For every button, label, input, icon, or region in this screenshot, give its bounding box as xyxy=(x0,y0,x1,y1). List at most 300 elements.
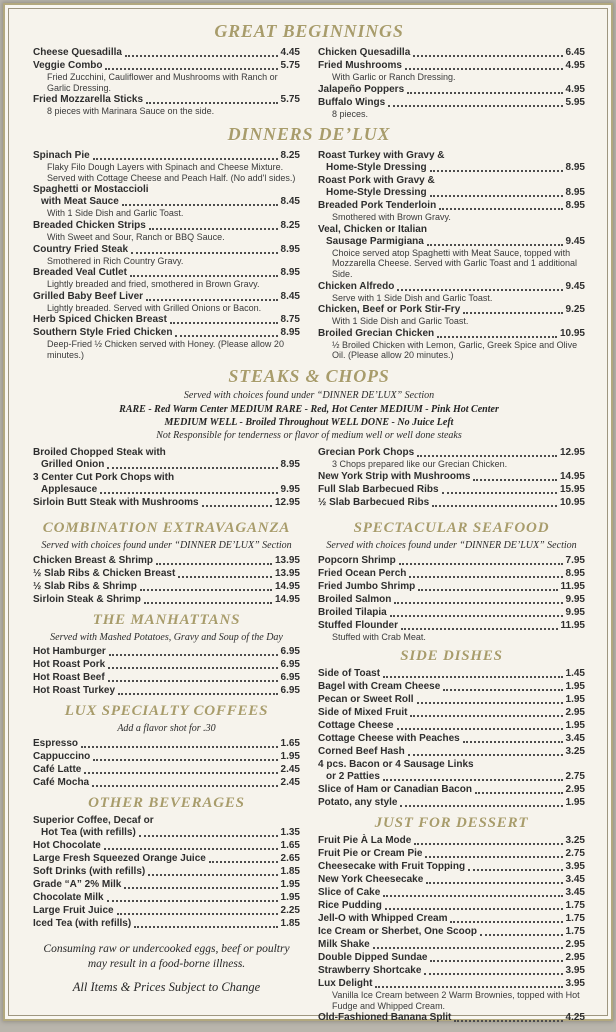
section-combination-extravaganza xyxy=(33,520,300,606)
dotted-leader xyxy=(425,856,562,858)
section-great-beginnings xyxy=(33,21,585,120)
menu-item-name: Old-Fashioned Banana Split xyxy=(318,1012,452,1024)
menu-item-name: Chicken Quesadilla xyxy=(318,47,411,58)
menu-item-row xyxy=(33,150,300,162)
dotted-leader xyxy=(413,55,562,57)
menu-item-price: 6.95 xyxy=(280,659,300,671)
menu-item-price: 2.95 xyxy=(565,939,585,951)
menu-item-price: 3.45 xyxy=(565,733,585,745)
dotted-leader xyxy=(108,667,277,669)
health-disclaimer: Consuming raw or undercooked eggs, beef or poultry may result in a food-borne illness. xyxy=(43,942,290,970)
menu-item-name: Ice Cream or Sherbet, One Scoop xyxy=(318,926,477,938)
menu-item-row xyxy=(318,60,585,72)
menu-item-name: Buffalo Wings xyxy=(318,96,386,108)
menu-item-price: 6.95 xyxy=(280,685,300,697)
menu-item-row xyxy=(33,751,300,763)
menu-item xyxy=(33,267,300,290)
menu-item-name: Hot Roast Beef xyxy=(33,672,105,684)
menu-item-row xyxy=(33,777,300,789)
menu-item xyxy=(318,900,585,912)
menu-item-name: Sirloin Butt Steak with Mushrooms xyxy=(33,497,199,509)
menu-item-name: New York Cheesecake xyxy=(318,874,424,886)
menu-item-row xyxy=(318,304,585,316)
menu-item-price: 8.95 xyxy=(565,162,585,174)
menu-item xyxy=(33,94,300,117)
menu-item-description: With 1 Side Dish and Garlic Toast. xyxy=(332,316,469,327)
menu-item-name-line1: Veal, Chicken or Italian xyxy=(318,223,427,235)
menu-item-name-line1: Spaghetti or Mostaccioli xyxy=(33,184,149,196)
menu-item-row xyxy=(318,497,585,509)
menu-item xyxy=(33,568,300,580)
menu-item-row xyxy=(33,459,300,471)
menu-item xyxy=(318,707,585,719)
dotted-leader xyxy=(463,312,562,314)
menu-item-price: 9.95 xyxy=(565,606,585,618)
dotted-leader xyxy=(202,505,272,507)
menu-item xyxy=(318,978,585,1011)
menu-item-description: Fried Zucchini, Cauliflower and Mushrooms with Ranch or Garlic Dressing. xyxy=(47,72,278,93)
great-beginnings-left-list xyxy=(33,47,300,120)
menu-item-price: 1.95 xyxy=(565,694,585,706)
dotted-leader xyxy=(149,228,278,230)
menu-item-row xyxy=(33,827,300,839)
menu-item-row xyxy=(318,200,585,212)
menu-item xyxy=(318,328,585,361)
manhattans-intro: Served with Mashed Potatoes, Gravy and Soup of the Day xyxy=(50,631,283,643)
menu-item-name: Rice Pudding xyxy=(318,900,382,912)
menu-item xyxy=(33,314,300,326)
coffees-intro: Add a flavor shot for .30 xyxy=(117,723,216,735)
dotted-leader xyxy=(480,934,563,936)
menu-item-row xyxy=(318,594,585,606)
menu-item-name: Iced Tea (with refills) xyxy=(33,917,132,929)
menu-item-price: 8.95 xyxy=(280,243,300,255)
menu-item xyxy=(33,840,300,852)
menu-item-row xyxy=(33,244,300,256)
dotted-leader xyxy=(124,887,277,889)
menu-item xyxy=(318,581,585,593)
menu-item-row xyxy=(318,926,585,938)
section-other-beverages xyxy=(33,795,300,930)
section-title-combination: COMBINATION EXTRAVAGANZA xyxy=(42,520,291,537)
menu-item-row xyxy=(33,738,300,750)
dotted-leader xyxy=(414,843,562,845)
menu-item-row xyxy=(33,853,300,865)
menu-item-price: 2.95 xyxy=(565,952,585,964)
menu-item-row xyxy=(318,620,585,632)
menu-item xyxy=(318,175,585,199)
menu-item-description: 8 pieces with Marinara Sauce on the side. xyxy=(47,106,215,117)
menu-item-price: 12.95 xyxy=(559,447,585,459)
dotted-leader xyxy=(93,759,277,761)
menu-item xyxy=(318,1012,585,1024)
menu-item xyxy=(33,244,300,267)
menu-item-name: Grilled Baby Beef Liver xyxy=(33,290,144,302)
menu-item xyxy=(318,965,585,977)
menu-item-name: Hot Roast Pork xyxy=(33,659,106,671)
section-lux-specialty-coffees xyxy=(33,703,300,789)
menu-item-row xyxy=(33,314,300,326)
menu-item-name: Fried Ocean Perch xyxy=(318,567,407,579)
menu-item xyxy=(33,646,300,658)
menu-item-description: With Sweet and Sour, Ranch or BBQ Sauce. xyxy=(47,232,225,243)
menu-item xyxy=(318,447,585,470)
dotted-leader xyxy=(409,576,562,578)
dotted-leader xyxy=(399,563,563,565)
menu-item-row xyxy=(318,162,585,174)
menu-item-row xyxy=(318,97,585,109)
menu-item xyxy=(318,784,585,796)
menu-item-price: 1.95 xyxy=(280,878,300,890)
dinners-delux-right-list xyxy=(318,150,585,362)
dotted-leader xyxy=(407,92,562,94)
menu-item-name: Broiled Grecian Chicken xyxy=(318,327,435,339)
menu-item-row xyxy=(33,918,300,930)
section-title-seafood: SPECTACULAR SEAFOOD xyxy=(353,520,550,537)
menu-item-price: 4.95 xyxy=(565,83,585,95)
menu-item-description: 3 Chops prepared like our Grecian Chicken. xyxy=(332,459,508,470)
menu-item xyxy=(33,447,300,471)
dotted-leader xyxy=(131,252,278,254)
menu-item xyxy=(318,594,585,606)
menu-item xyxy=(318,874,585,886)
menu-item-name: Herb Spiced Chicken Breast xyxy=(33,314,167,326)
menu-item-name: Sausage Parmigiana xyxy=(326,235,424,247)
menu-item-row xyxy=(33,60,300,72)
dotted-leader xyxy=(443,689,562,691)
menu-item xyxy=(33,738,300,750)
dinners-delux-left-list xyxy=(33,150,300,362)
menu-item-price: 11.95 xyxy=(560,580,585,592)
menu-item-name: Cottage Cheese with Peaches xyxy=(318,733,460,745)
menu-item-description: Flaky Filo Dough Layers with Spinach and Cheese Mixture. Served with Cottage Cheese and Peach Half. (No add'l sides.) xyxy=(47,162,296,183)
menu-item xyxy=(33,472,300,496)
dotted-leader xyxy=(109,654,278,656)
menu-item-name: Café Mocha xyxy=(33,776,90,788)
menu-item-name: Sirloin Steak & Shrimp xyxy=(33,593,141,605)
menu-item-price: 14.95 xyxy=(559,470,585,482)
menu-item-name: ½ Slab Ribs & Chicken Breast xyxy=(33,567,176,579)
menu-item-row xyxy=(318,848,585,860)
menu-item xyxy=(318,913,585,925)
menu-item-row xyxy=(318,84,585,96)
menu-item xyxy=(33,866,300,878)
menu-item-description: ½ Broiled Chicken with Lemon, Garlic, Greek Spice and Olive Oil. (Please allow 20 minutes.) xyxy=(332,339,578,361)
menu-item-price: 2.45 xyxy=(280,763,300,775)
menu-item xyxy=(318,555,585,567)
menu-item xyxy=(33,594,300,606)
menu-item-row xyxy=(318,484,585,496)
section-steaks-chops xyxy=(33,366,585,510)
menu-item-price: 9.95 xyxy=(565,593,585,605)
menu-item-price: 1.75 xyxy=(565,913,585,925)
menu-item-price: 8.75 xyxy=(280,314,300,326)
dotted-leader xyxy=(430,170,563,172)
menu-item-name: Grilled Onion xyxy=(41,459,105,471)
menu-item xyxy=(318,759,585,783)
menu-item-name: Jell-O with Whipped Cream xyxy=(318,913,448,925)
menu-item-name: Hot Tea (with refills) xyxy=(41,826,136,838)
dotted-leader xyxy=(146,102,277,104)
menu-item xyxy=(33,60,300,93)
menu-item-name: Hot Chocolate xyxy=(33,839,101,851)
menu-item xyxy=(33,150,300,183)
bottom-right-column xyxy=(318,514,585,1028)
menu-item-name: Jalapeño Poppers xyxy=(318,83,405,95)
menu-item-description: Smothered in Rich Country Gravy. xyxy=(47,255,184,266)
menu-item-price: 5.75 xyxy=(280,94,300,106)
menu-item xyxy=(33,581,300,593)
menu-item-description: Lightly breaded. Served with Grilled Onions or Bacon. xyxy=(47,302,262,313)
menu-item-price: 3.45 xyxy=(565,887,585,899)
menu-item xyxy=(318,668,585,680)
menu-item-name: Slice of Ham or Canadian Bacon xyxy=(318,784,472,796)
menu-item-row xyxy=(33,840,300,852)
menu-item-row xyxy=(318,900,585,912)
menu-item-price: 15.95 xyxy=(559,483,585,495)
steaks-doneness-line2: MEDIUM WELL - Broiled Throughout WELL DONE - No Juice Left xyxy=(164,417,454,429)
menu-item-price: 1.45 xyxy=(565,668,585,680)
dotted-leader xyxy=(405,68,563,70)
menu-item-name: Soft Drinks (with refills) xyxy=(33,865,146,877)
section-title-dinners-delux: DINNERS DE’LUX xyxy=(227,124,391,145)
menu-item xyxy=(318,471,585,483)
menu-item-price: 1.95 xyxy=(565,797,585,809)
menu-item-name: Large Fresh Squeezed Orange Juice xyxy=(33,852,206,864)
menu-item xyxy=(318,694,585,706)
menu-item-row xyxy=(33,685,300,697)
dotted-leader xyxy=(430,960,562,962)
menu-item-price: 2.45 xyxy=(280,776,300,788)
menu-item-price: 2.75 xyxy=(565,771,585,783)
dotted-leader xyxy=(432,505,557,507)
dotted-leader xyxy=(140,589,272,591)
menu-item-price: 9.25 xyxy=(565,304,585,316)
menu-item-name: Full Slab Barbecued Ribs xyxy=(318,483,439,495)
menu-item-description: Vanilla Ice Cream between 2 Warm Brownies, topped with Hot Fudge and Whipped Cream. xyxy=(332,990,580,1011)
menu-item-name: Hot Hamburger xyxy=(33,646,106,658)
dotted-leader xyxy=(410,715,562,717)
menu-item-name: Cheese Quesadilla xyxy=(33,47,122,58)
menu-item-price: 1.75 xyxy=(565,926,585,938)
menu-item xyxy=(318,497,585,509)
menu-item xyxy=(33,659,300,671)
menu-page xyxy=(8,8,608,1024)
menu-item xyxy=(33,685,300,697)
menu-item-name-line1: Roast Pork with Gravy & xyxy=(318,175,435,187)
menu-item xyxy=(318,797,585,809)
menu-item xyxy=(33,291,300,314)
menu-item-row xyxy=(318,733,585,745)
section-side-dishes xyxy=(318,648,585,809)
dotted-leader xyxy=(146,299,277,301)
menu-item xyxy=(318,150,585,174)
menu-item-description: With Garlic or Ranch Dressing. xyxy=(332,72,456,82)
dotted-leader xyxy=(475,792,563,794)
menu-item-row xyxy=(33,892,300,904)
dotted-leader xyxy=(375,986,562,988)
steaks-left-list xyxy=(33,447,300,510)
menu-item-row xyxy=(318,236,585,248)
dotted-leader xyxy=(92,785,277,787)
menu-item-name: with Meat Sauce xyxy=(41,196,119,208)
menu-item-row xyxy=(33,484,300,496)
menu-item xyxy=(318,224,585,280)
menu-item-row xyxy=(33,764,300,776)
menu-item-name-line1: 4 pcs. Bacon or 4 Sausage Links xyxy=(318,759,474,771)
menu-item xyxy=(33,327,300,360)
dotted-leader xyxy=(105,68,277,70)
menu-item-description: Serve with 1 Side Dish and Garlic Toast. xyxy=(332,292,493,303)
menu-item xyxy=(33,777,300,789)
menu-item-price: 8.95 xyxy=(280,459,300,471)
menu-item-row xyxy=(33,291,300,303)
menu-item-row xyxy=(318,707,585,719)
menu-item-name: Applesauce xyxy=(41,484,98,496)
menu-item-price: 8.45 xyxy=(280,290,300,302)
menu-item-name: New York Strip with Mushrooms xyxy=(318,470,471,482)
menu-item-price: 4.95 xyxy=(565,60,585,71)
menu-item-row xyxy=(318,835,585,847)
menu-item-price: 1.85 xyxy=(280,865,300,877)
menu-item-price: 14.95 xyxy=(274,580,300,592)
menu-item-name: Fried Mozzarella Sticks xyxy=(33,94,144,106)
menu-item-description: Smothered with Brown Gravy. xyxy=(332,212,451,223)
dotted-leader xyxy=(454,1020,562,1022)
menu-item xyxy=(33,815,300,839)
dotted-leader xyxy=(122,204,278,206)
menu-item xyxy=(318,939,585,951)
dotted-leader xyxy=(401,628,558,630)
menu-item-name: Hot Roast Turkey xyxy=(33,685,116,697)
dotted-leader xyxy=(439,208,562,210)
menu-item xyxy=(318,607,585,619)
section-title-beverages: OTHER BEVERAGES xyxy=(88,794,245,811)
menu-item-price: 2.95 xyxy=(565,707,585,719)
bottom-columns xyxy=(33,514,585,1028)
menu-item-name: Grade “A” 2% Milk xyxy=(33,878,122,890)
dotted-leader xyxy=(175,335,277,337)
menu-item-price: 6.45 xyxy=(565,47,585,58)
dotted-leader xyxy=(397,289,562,291)
sides-list xyxy=(318,668,585,809)
menu-item-row xyxy=(33,196,300,208)
dotted-leader xyxy=(107,467,277,469)
menu-item xyxy=(33,905,300,917)
menu-item-price: 2.25 xyxy=(280,904,300,916)
menu-item-row xyxy=(33,47,300,59)
menu-item-name: Fruit Pie À La Mode xyxy=(318,835,412,847)
dotted-leader xyxy=(430,195,563,197)
dotted-leader xyxy=(383,895,562,897)
menu-item-name: Broiled Tilapia xyxy=(318,606,387,618)
dotted-leader xyxy=(427,244,563,246)
menu-item xyxy=(33,220,300,243)
dotted-leader xyxy=(437,336,557,338)
menu-item-description: Choice served atop Spaghetti with Meat Sauce, topped with Mozzarella Cheese. Served with Garlic Toast and 1 additional Side. xyxy=(332,247,577,280)
menu-item-price: 1.95 xyxy=(565,681,585,693)
menu-item-row xyxy=(33,866,300,878)
menu-item-name: Veggie Combo xyxy=(33,60,103,71)
menu-item-price: 3.95 xyxy=(565,861,585,873)
menu-item-name-line1: Broiled Chopped Steak with xyxy=(33,447,166,459)
menu-item xyxy=(33,879,300,891)
menu-item-row xyxy=(318,581,585,593)
menu-item xyxy=(33,672,300,684)
menu-item xyxy=(318,835,585,847)
menu-item-name: Slice of Cake xyxy=(318,887,381,899)
bottom-left-column xyxy=(33,514,300,1028)
menu-item-row xyxy=(318,720,585,732)
menu-item-price: 8.95 xyxy=(280,267,300,279)
menu-item-row xyxy=(33,568,300,580)
menu-item-name: Fried Mushrooms xyxy=(318,60,402,71)
menu-item-name: Large Fruit Juice xyxy=(33,904,114,916)
dotted-leader xyxy=(108,680,278,682)
menu-item-price: 4.25 xyxy=(565,1012,585,1024)
menu-item-row xyxy=(33,646,300,658)
dotted-leader xyxy=(84,772,277,774)
menu-item-name: Milk Shake xyxy=(318,939,370,951)
menu-item-name: Breaded Pork Tenderloin xyxy=(318,200,437,212)
dotted-leader xyxy=(418,589,557,591)
menu-item xyxy=(318,952,585,964)
menu-item-description: 8 pieces. xyxy=(332,108,369,119)
seafood-intro: Served with choices found under “DINNER DE’LUX” Section xyxy=(326,540,577,552)
menu-item-name: Cottage Cheese xyxy=(318,720,394,732)
dotted-leader xyxy=(426,882,562,884)
menu-item-name: Home-Style Dressing xyxy=(326,162,427,174)
menu-item-price: 1.95 xyxy=(280,750,300,762)
menu-item xyxy=(318,200,585,223)
menu-item-price: 8.95 xyxy=(280,327,300,339)
menu-item-price: 3.95 xyxy=(565,978,585,990)
section-title-steaks-chops: STEAKS & CHOPS xyxy=(228,366,390,387)
menu-item-name: Breaded Chicken Strips xyxy=(33,220,146,232)
menu-item-price: 6.95 xyxy=(280,646,300,658)
menu-item xyxy=(318,304,585,327)
combination-intro: Served with choices found under “DINNER DE’LUX” Section xyxy=(41,540,292,552)
menu-item-name: Chocolate Milk xyxy=(33,891,104,903)
menu-item-name: Southern Style Fried Chicken xyxy=(33,327,173,339)
dotted-leader xyxy=(397,728,563,730)
menu-item-price: 2.95 xyxy=(565,784,585,796)
dotted-leader xyxy=(442,492,557,494)
menu-item-name: Country Fried Steak xyxy=(33,243,129,255)
menu-item xyxy=(318,568,585,580)
menu-item-name: Popcorn Shrimp xyxy=(318,554,396,566)
menu-item-row xyxy=(318,187,585,199)
menu-item-name: Chicken Breast & Shrimp xyxy=(33,554,154,566)
dotted-leader xyxy=(104,848,278,850)
section-the-manhattans xyxy=(33,612,300,698)
menu-item-name: Cheesecake with Fruit Topping xyxy=(318,861,466,873)
menu-item-price: 8.95 xyxy=(565,567,585,579)
dotted-leader xyxy=(417,455,557,457)
menu-item-price: 6.95 xyxy=(280,672,300,684)
section-just-for-dessert xyxy=(318,815,585,1024)
menu-item-name: ½ Slab Barbecued Ribs xyxy=(318,496,430,508)
menu-item xyxy=(318,97,585,120)
menu-item-row xyxy=(318,568,585,580)
menu-item-price: 11.95 xyxy=(560,619,585,631)
menu-item-price: 3.95 xyxy=(565,965,585,977)
menu-item-row xyxy=(33,94,300,106)
dotted-leader xyxy=(118,693,277,695)
menu-item-name: Bagel with Cream Cheese xyxy=(318,681,441,693)
dotted-leader xyxy=(388,105,562,107)
menu-item-row xyxy=(318,771,585,783)
